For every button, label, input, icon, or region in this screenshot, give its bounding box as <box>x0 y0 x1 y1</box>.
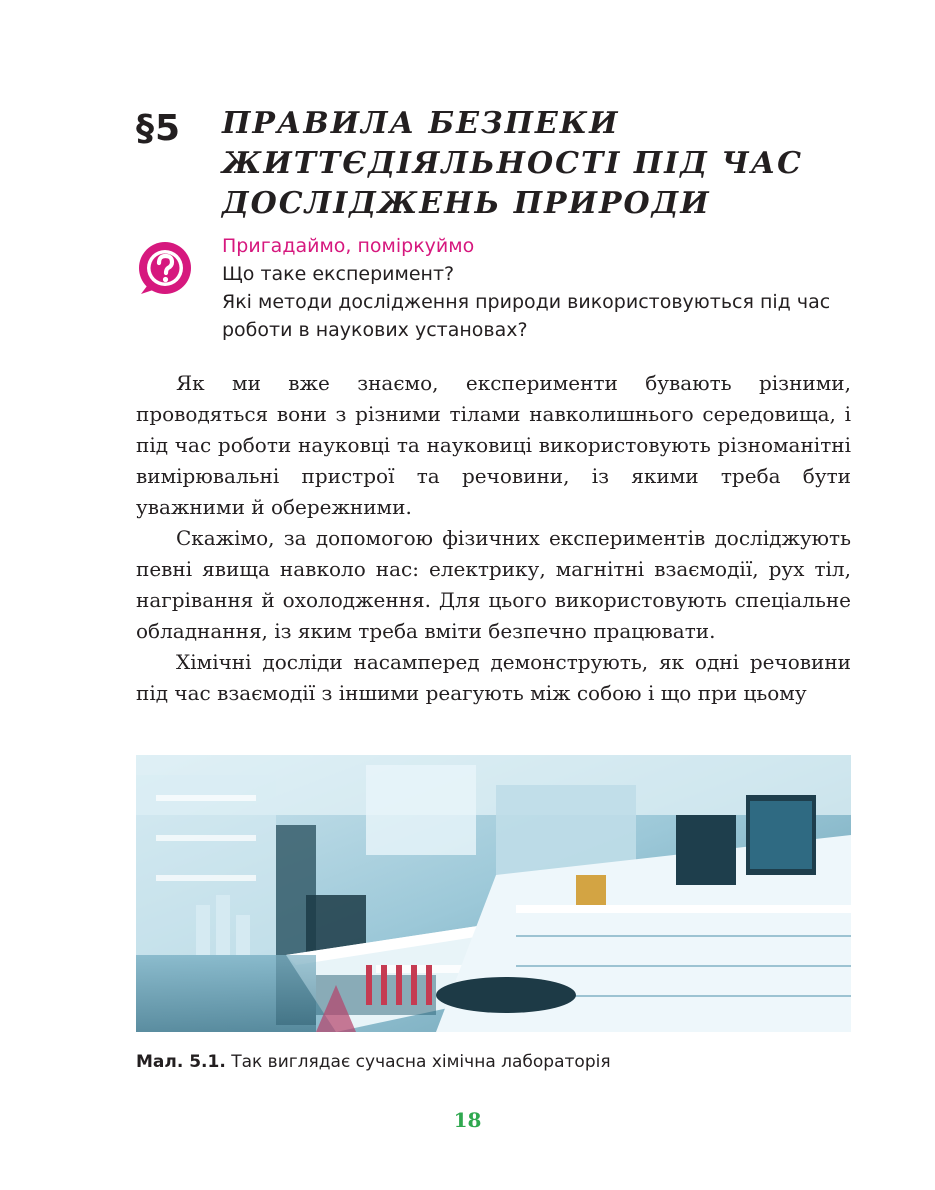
section-title-line: ЖИТТЄДІЯЛЬНОСТІ ПІД ЧАС <box>222 146 804 181</box>
recall-block <box>222 232 862 344</box>
section-title-line: ДОСЛІДЖЕНЬ ПРИРОДИ <box>222 186 711 221</box>
laboratory-photo <box>136 755 851 1032</box>
section-number: §5 <box>136 108 182 149</box>
section-title <box>222 104 862 224</box>
paragraph: Хімічні досліди насамперед демонструють, як одні речовини під час взаємодії з іншими реагують між собою і що при цьому <box>136 650 851 705</box>
page-number: 18 <box>453 1108 482 1132</box>
paragraph: Як ми вже знаємо, експерименти бувають різними, проводяться вони з різними тілами навколишнього середовища, і під час роботи науковці та науковиці використовують різноманітні вимірювальні пристрої та речовини, із якими треба бути уважними й обережними. <box>136 371 851 519</box>
recall-heading: Пригадаймо, поміркуймо <box>222 235 475 257</box>
recall-question: Які методи дослідження природи використовуються під час роботи в наукових установах? <box>222 291 831 341</box>
paragraph: Скажімо, за допомогою фізичних експериментів досліджують певні явища навколо нас: електрику, магнітні взаємодії, рух тіл, нагрівання й охолодження. Для цього використовують спеціальне обладнання, із яким треба вміти безпечно працювати. <box>136 526 851 643</box>
recall-question: Що таке експеримент? <box>222 263 455 285</box>
section-title-line: ПРАВИЛА БЕЗПЕКИ <box>222 106 620 141</box>
figure-caption <box>136 1052 851 1072</box>
figure-caption-text: Так виглядає сучасна хімічна лабораторія <box>231 1052 611 1072</box>
body-text <box>136 368 851 709</box>
figure-label: Мал. 5.1. <box>136 1052 226 1072</box>
question-mark-icon <box>137 240 193 296</box>
